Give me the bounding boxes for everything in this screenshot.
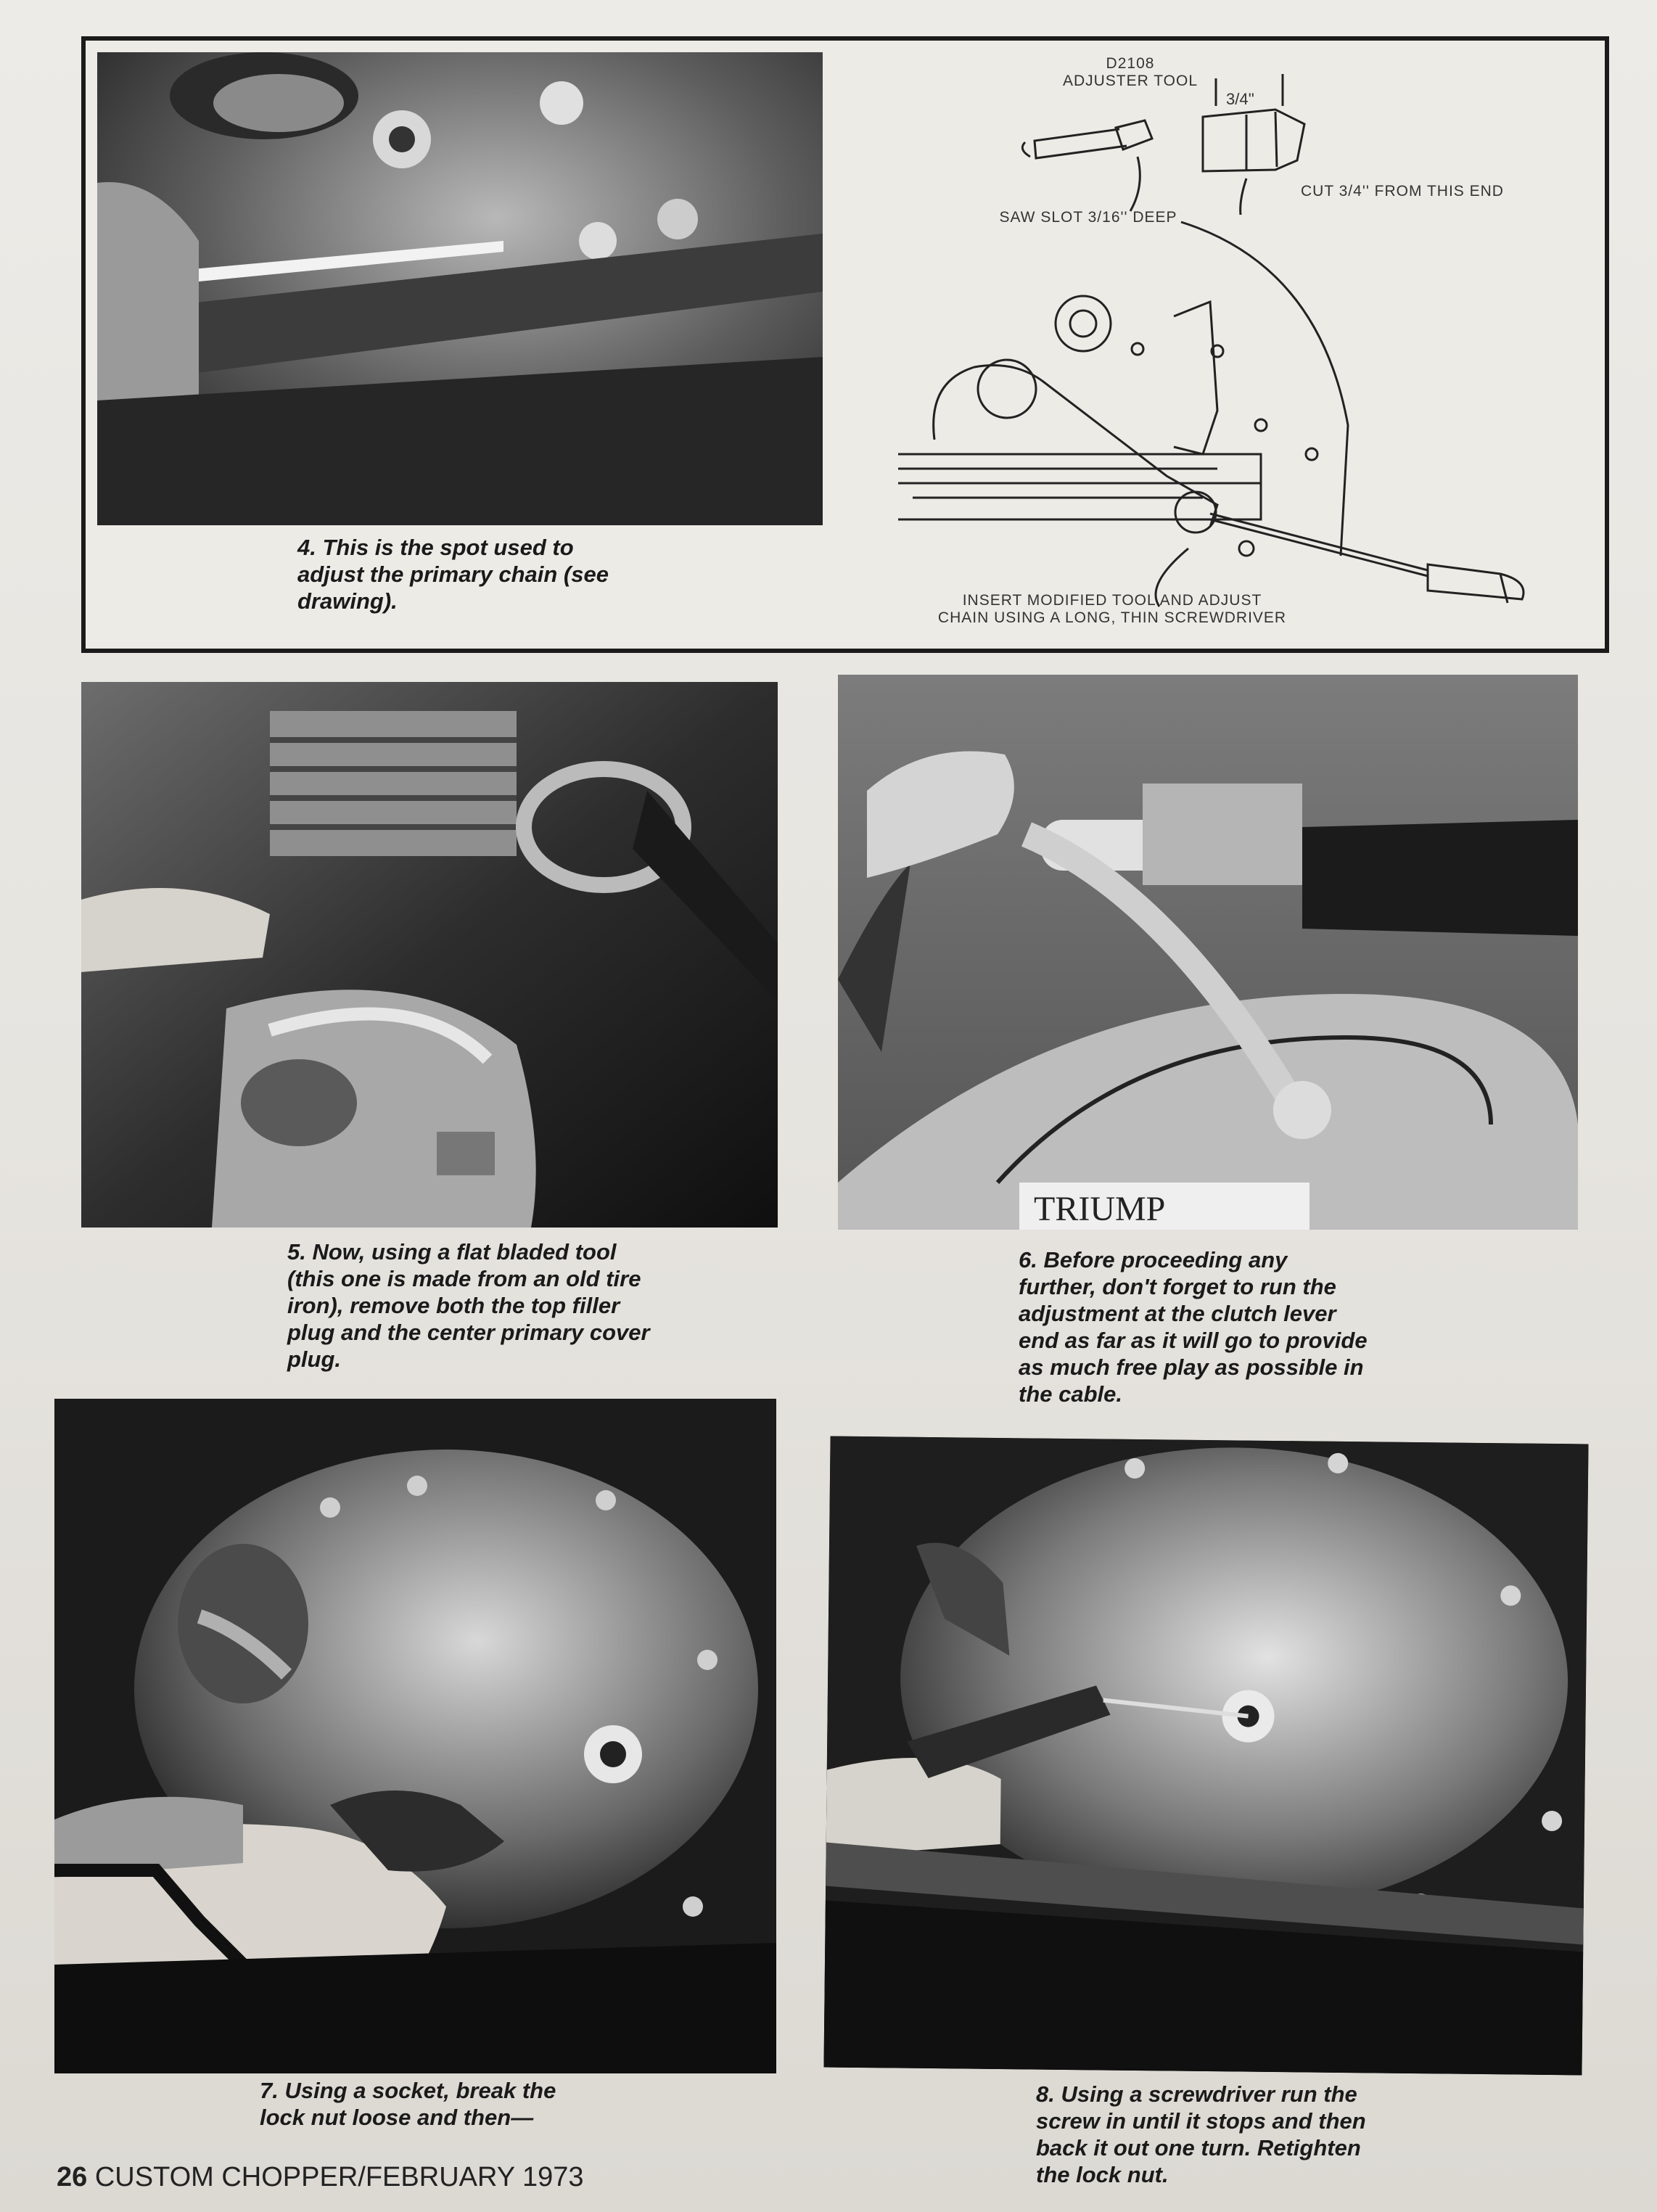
figure-5-caption: 5. Now, using a flat bladed tool (this one is made from an old tire iron), remove both the top filler plug and the center primary cover plug. <box>287 1239 650 1372</box>
figure-7-photo <box>54 1399 776 2073</box>
figure-6-caption: 6. Before proceeding any further, don't forget to run the adjustment at the clutch lever end as far as it will go to provide as much free play as possible in the cable. <box>1019 1247 1368 1407</box>
page-footer <box>57 2162 584 2193</box>
adjuster-tool-drawing <box>869 48 1595 628</box>
figure-5-photo <box>81 682 778 1228</box>
figure-4-caption: 4. This is the spot used to adjust the primary chain (see drawing). <box>297 535 609 614</box>
publication-line: CUSTOM CHOPPER/FEBRUARY 1973 <box>94 2162 584 2192</box>
saw-slot-label: SAW SLOT 3/16'' DEEP <box>999 209 1177 226</box>
cut-length-label: CUT 3/4'' FROM THIS END <box>1301 183 1504 200</box>
drawing-dimension: 3/4'' <box>1226 90 1254 108</box>
tank-badge-text: TRIUMP <box>1034 1190 1166 1228</box>
figure-4-photo <box>97 52 823 525</box>
page-number: 26 <box>57 2162 88 2192</box>
figure-8-caption: 8. Using a screwdriver run the screw in until it stops and then back it out one turn. Retighten the lock nut. <box>1036 2081 1366 2187</box>
figure-4-box <box>81 36 1609 653</box>
figure-8-photo <box>823 1436 1588 2076</box>
insert-tool-label: INSERT MODIFIED TOOL AND ADJUST CHAIN USING A LONG, THIN SCREWDRIVER <box>937 592 1287 626</box>
figure-6-photo <box>838 675 1578 1230</box>
adjuster-tool-label: D2108 ADJUSTER TOOL <box>1062 55 1198 89</box>
figure-7-caption: 7. Using a socket, break the lock nut loose and then— <box>260 2078 556 2130</box>
